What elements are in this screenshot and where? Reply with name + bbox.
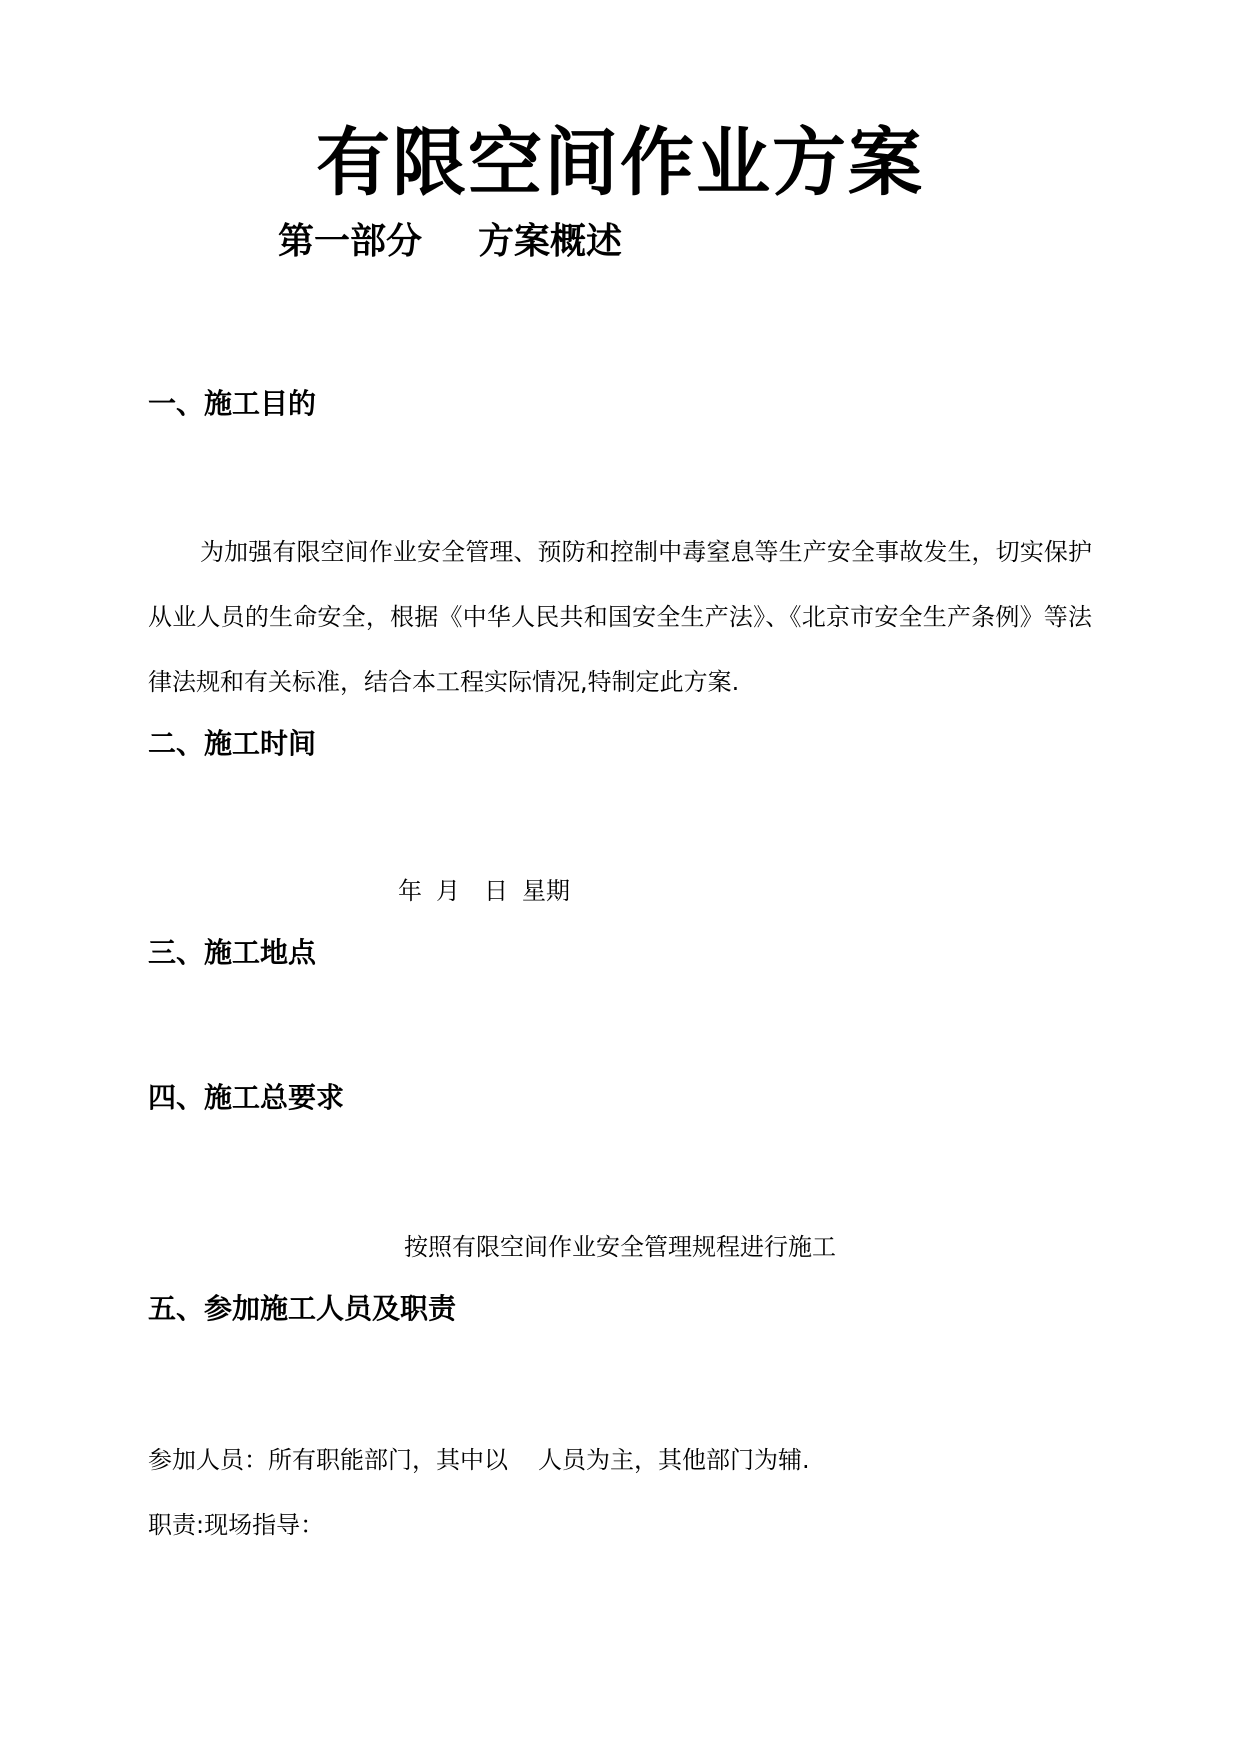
date-weekday: 星期 bbox=[522, 877, 570, 905]
purpose-paragraph bbox=[148, 520, 1092, 715]
part-label: 第一部分 bbox=[278, 221, 423, 262]
participants-prefix: 参加人员：所有职能部门，其中以 bbox=[148, 1446, 508, 1474]
section-heading-staff: 五、参加施工人员及职责 bbox=[148, 1292, 457, 1325]
section-heading-location: 三、施工地点 bbox=[148, 936, 317, 969]
participants-suffix: 人员为主，其他部门为辅. bbox=[538, 1446, 810, 1474]
purpose-paragraph-text: 为加强有限空间作业安全管理、预防和控制中毒窒息等生产安全事故发生，切实保护从业人员的生命安全，根据《中华人民共和国安全生产法》、《北京市安全生产条例》等法律法规和有关标准，结合本工程实际情况,特制定此方案. bbox=[148, 538, 1092, 696]
part-name: 方案概述 bbox=[478, 221, 623, 262]
date-day: 日 bbox=[484, 877, 508, 905]
document-title: 有限空间作业方案 bbox=[316, 120, 924, 206]
section-heading-requirements: 四、施工总要求 bbox=[148, 1081, 345, 1114]
date-month: 月 bbox=[436, 877, 460, 905]
requirements-text: 按照有限空间作业安全管理规程进行施工 bbox=[404, 1233, 836, 1261]
part-title bbox=[278, 218, 622, 266]
participants-line bbox=[148, 1443, 810, 1477]
date-year: 年 bbox=[398, 877, 422, 905]
duty-line: 职责:现场指导： bbox=[148, 1511, 325, 1539]
section-heading-purpose: 一、施工目的 bbox=[148, 387, 317, 420]
section-heading-time: 二、施工时间 bbox=[148, 727, 317, 760]
date-line bbox=[398, 874, 584, 908]
